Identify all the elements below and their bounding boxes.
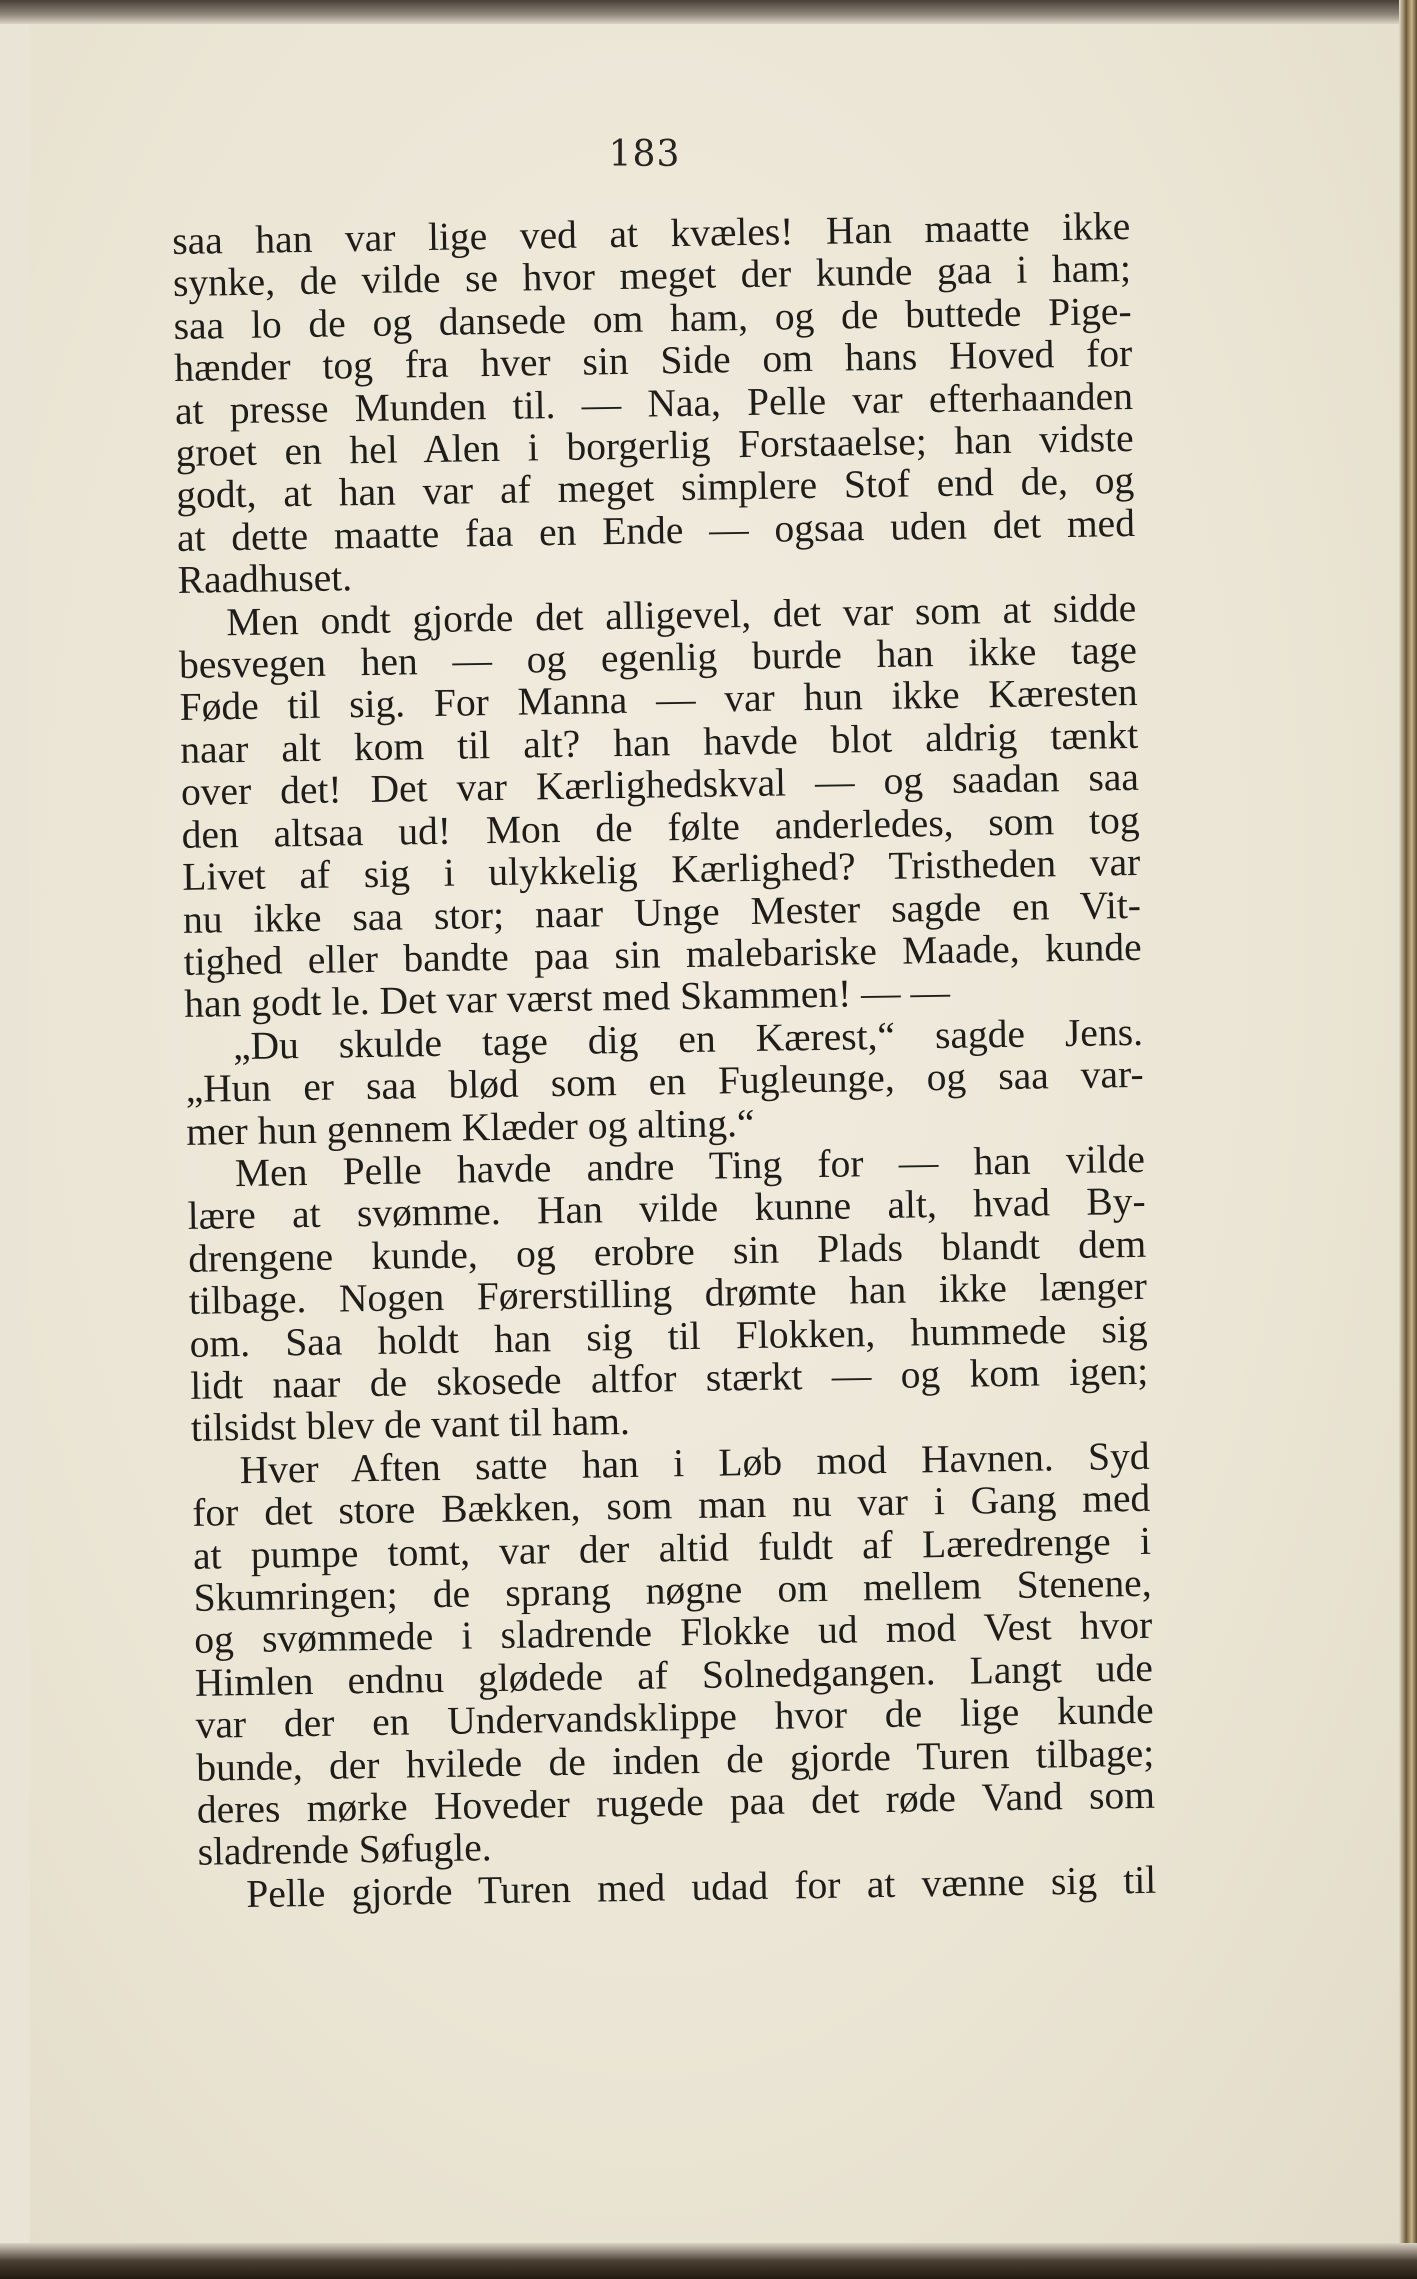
text-line: Himlen endnu glødede af Solnedgangen. Langt ude (194, 1645, 1154, 1705)
text-line: Hver Aften satte han i Løb mod Havnen. Syd (239, 1433, 1150, 1492)
page-number: 183 (608, 134, 681, 175)
text-line: naar alt kom til alt? han havde blot aldrig tænkt (179, 712, 1139, 772)
text-line: over det! Det var Kærlighedskval — og saadan saa (180, 755, 1140, 815)
text-line: lidt naar de skosede altfor stærkt — og kom igen; (189, 1348, 1149, 1408)
text-line: Livet af sig i ulykkelig Kærlighed? Tristheden var (181, 839, 1141, 900)
paper-sheet (30, 24, 1399, 2243)
body-text (172, 205, 1157, 1916)
text-line: synke, de vilde se hvor meget der kunde gaa i ham; (172, 246, 1132, 306)
text-line: bunde, der hvilede de inden de gjorde Turen tilbage; (195, 1730, 1155, 1790)
text-line: Men Pelle havde andre Ting for — han vilde (234, 1136, 1146, 1196)
text-line: hænder tog fra hver sin Side om hans Hoved for (173, 331, 1133, 391)
book-spine-edge (1399, 0, 1417, 2279)
text-line: den altsaa ud! Mon de følte anderledes, som tog (181, 797, 1140, 857)
text-line: Skumringen; de sprang nøgne om mellem Stenene, (193, 1560, 1152, 1620)
text-line: Pelle gjorde Turen med udad for at vænne sig til (245, 1857, 1157, 1916)
text-line: for det store Bækken, som man nu var i Gang med (191, 1475, 1151, 1536)
text-line: sladrende Søfugle. (197, 1825, 492, 1875)
text-line: groet en hel Alen i borgerlig Forstaaelse; han vidste (175, 415, 1134, 475)
text-line: deres mørke Hoveder rugede paa det røde Vand som (196, 1772, 1156, 1832)
text-line: godt, at han var af meget simplere Stof end de, og (175, 458, 1135, 518)
text-line: drengene kunde, og erobre sin Plads blandt dem (187, 1221, 1147, 1281)
text-line: tilbage. Nogen Førerstilling drømte han ikke længer (188, 1263, 1148, 1324)
text-line: tighed eller bandte paa sin malebariske Maade, kunde (183, 924, 1142, 984)
text-line: at presse Munden til. — Naa, Pelle var efterhaanden (174, 373, 1134, 433)
text-line: og svømmede i sladrende Flokke ud mod Vest hvor (193, 1603, 1153, 1663)
text-line: Føde til sig. For Manna — var hun ikke Kæresten (179, 670, 1138, 730)
text-line: var der en Undervandsklippe hvor de lige kunde (195, 1687, 1154, 1748)
text-line: Men ondt gjorde det alligevel, det var som at sidde (225, 585, 1137, 644)
text-line: at dette maatte faa en Ende — ogsaa uden det med (176, 500, 1136, 560)
text-line: besvegen hen — og egenlig burde han ikke tage (178, 627, 1138, 688)
text-line: tilsidst blev de vant til ham. (190, 1399, 631, 1451)
text-line: han godt le. Det var værst med Skammen! — — (183, 970, 951, 1027)
text-line: mer hun gennem Klæder og alting.“ (185, 1100, 755, 1154)
text-line: nu ikke saa stor; naar Unge Mester sagde en Vit- (182, 882, 1142, 942)
text-line: at pumpe tomt, var der altid fuldt af Læredrenge i (192, 1518, 1152, 1578)
text-line: „Hun er saa blød som en Fugleunge, og saa var- (185, 1051, 1144, 1112)
text-line: saa han var lige ved at kvæles! Han maatte ikke (171, 203, 1131, 263)
text-line: saa lo de og dansede om ham, og de buttede Pige- (173, 288, 1132, 348)
text-line: lære at svømme. Han vilde kunne alt, hvad By- (187, 1179, 1146, 1239)
text-line: om. Saa holdt han sig til Flokken, hummede sig (189, 1306, 1148, 1366)
scan-bottom-edge (0, 2243, 1417, 2279)
scan-top-edge (0, 0, 1417, 24)
text-line: Raadhuset. (177, 555, 353, 603)
text-line: „Du skulde tage dig en Kærest,“ sagde Jens. (232, 1009, 1144, 1068)
